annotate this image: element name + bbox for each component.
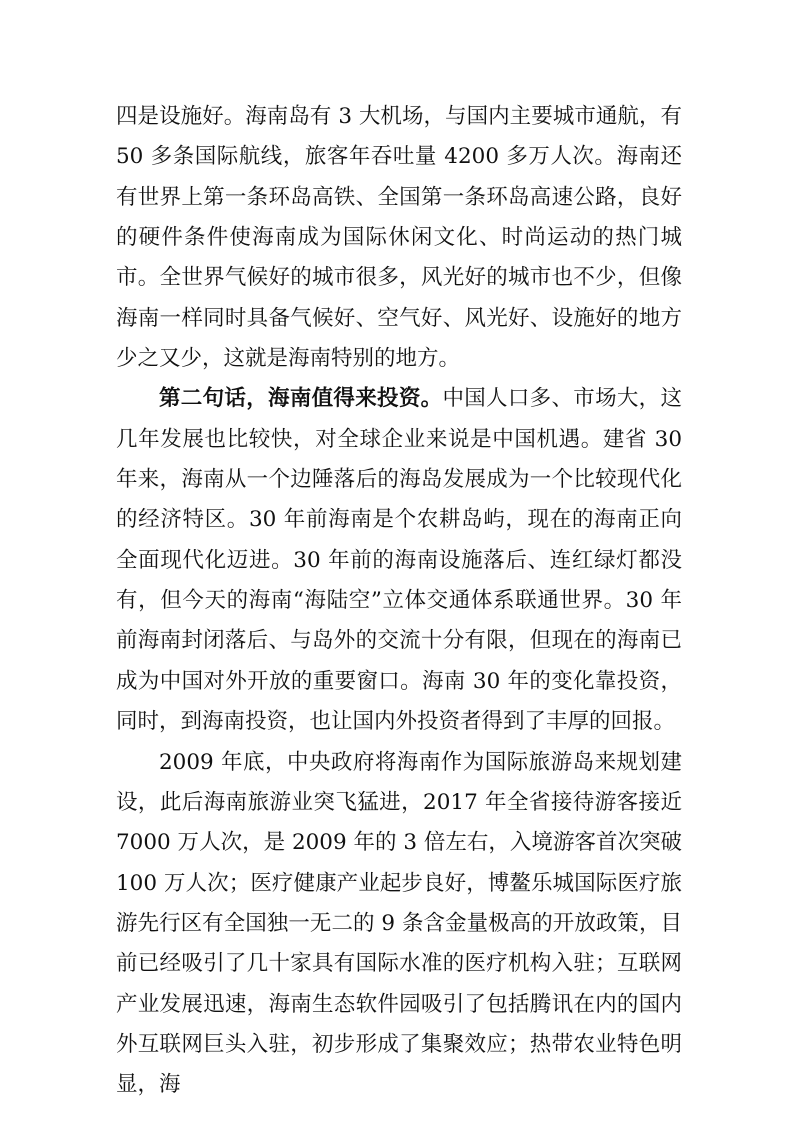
paragraph-text: 四是设施好。海南岛有 3 大机场，与国内主要城市通航，有 50 多条国际航线，旅客年吞吐量 4200 多万人次。海南还有世界上第一条环岛高铁、全国第一条环岛高速公路，良好的硬件条件使海南成为国际休闲文化、时尚运动的热门城市。全世界气候好的城市很多，风光好的城市也不少，但像海南一样同时具备气候好、空气好、风光好、设施好的地方少之又少，这就是海南特别的地方。 (116, 104, 682, 372)
paragraph-tourism (116, 743, 682, 1106)
paragraph-text: 2009 年底，中央政府将海南作为国际旅游岛来规划建设，此后海南旅游业突飞猛进，2017 年全省接待游客接近 7000 万人次，是 2009 年的 3 倍左右，入境游客首次突破 100 万人次；医疗健康产业起步良好，博鳌乐城国际医疗旅游先行区有全国独一无二的 9 条含金量极高的开放政策，目前已经吸引了几十家具有国际水准的医疗机构入驻；互联网产业发展迅速，海南生态软件园吸引了包括腾讯在内的国内外互联网巨头入驻，初步形成了集聚效应；热带农业特色明显，海 (116, 749, 682, 1098)
paragraph-facilities (116, 97, 682, 379)
paragraph-text: 中国人口多、市场大，这几年发展也比较快，对全球企业来说是中国机遇。建省 30 年来，海南从一个边陲落后的海岛发展成为一个比较现代化的经济特区。30 年前海南是个农耕岛屿，现在的海南正向全面现代化迈进。30 年前的海南设施落后、连红绿灯都没有，但今天的海南“海陆空”立体交通体系联通世界。30 年前海南封闭落后、与岛外的交流十分有限，但现在的海南已成为中国对外开放的重要窗口。海南 30 年的变化靠投资，同时，到海南投资，也让国内外投资者得到了丰厚的回报。 (116, 386, 682, 735)
body-text (116, 97, 682, 1106)
paragraph-lead-heading: 第二句话，海南值得来投资。 (159, 386, 443, 412)
paragraph-investment (116, 379, 682, 742)
